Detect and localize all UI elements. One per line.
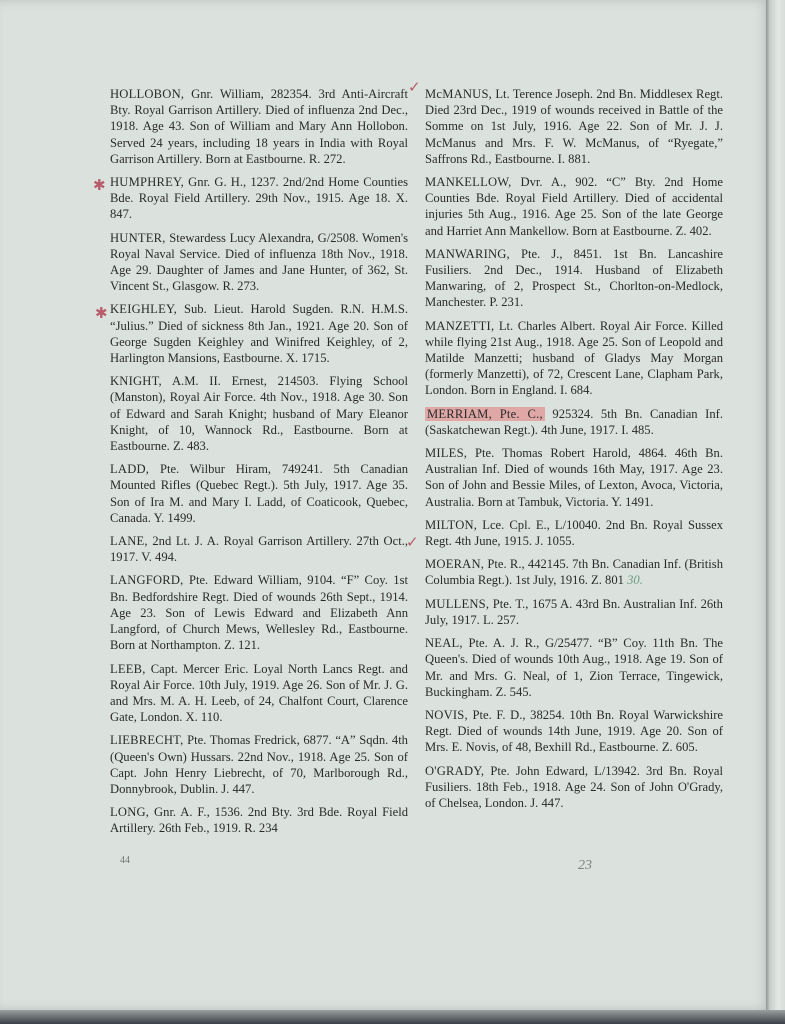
entry-miles: MILES, Pte. Thomas Robert Harold, 4864. 46th Bn. Australian Inf. Died of wounds 16th May, 1917. Age 23. Son of John and Bessie Miles, of Lexton, Avoca, Victoria, Australia. Born at Tambuk, Victoria. Y. 1491.	[425, 446, 723, 509]
page-bottom-edge	[0, 1010, 785, 1024]
right-column	[425, 86, 723, 818]
entry-milton: MILTON, Lce. Cpl. E., L/10040. 2nd Bn. Royal Sussex Regt. 4th June, 1915. J. 1055.	[425, 517, 723, 549]
entry-hollobon: HOLLOBON, Gnr. William, 282354. 3rd Anti-Aircraft Bty. Royal Garrison Artillery. Died of influenza 2nd Dec., 1918. Age 43. Son of William and Mary Ann Hollobon. Served 24 years, including 18 years in India with Royal Garrison Artillery. Born at Eastbourne. R. 272.	[110, 87, 408, 166]
entry-manzetti: MANZETTI, Lt. Charles Albert. Royal Air Force. Killed while flying 21st Aug., 1918. Age 25. Son of Leopold and Matilde Manzetti; husband of Gladys May Morgan (formerly Manzetti), of 72, Crescent Lane, Clapham Park, London. Born in England. I. 684.	[425, 318, 723, 398]
entry-langford: LANGFORD, Pte. Edward William, 9104. “F” Coy. 1st Bn. Bedfordshire Regt. Died of wounds 26th Sept., 1914. Age 23. Son of Lewis Edward and Elizabeth Ann Langford, of Church Mews, Wellesley Rd., Eastbourne. Born at Northampton. Z. 121.	[110, 573, 408, 653]
entry-mcmanus: McMANUS, Lt. Terence Joseph. 2nd Bn. Middlesex Regt. Died 23rd Dec., 1919 of wounds received in Battle of the Somme on 1st July, 1916. Age 22. Son of Mr. J. J. McManus and Mrs. F. W. McManus, of “Ryegate,” Saffrons Rd., Eastbourne. I. 881.	[425, 87, 723, 166]
entry-humphrey: HUMPHREY, Gnr. G. H., 1237. 2nd/2nd Home Counties Bde. Royal Field Artillery. 29th Nov., 1915. Age 18. X. 847.	[110, 175, 408, 222]
entry-ladd: LADD, Pte. Wilbur Hiram, 749241. 5th Canadian Mounted Rifles (Quebec Regt.). 5th July, 1917. Age 35. Son of Ira M. and Mary I. Ladd, of Coaticook, Quebec, Canada. Y. 1499.	[110, 462, 408, 525]
entry-lane: LANE, 2nd Lt. J. A. Royal Garrison Artillery. 27th Oct., 1917. V. 494.	[110, 534, 408, 565]
check-mark-icon: ✓	[406, 533, 419, 551]
highlighted-name: MERRIAM, Pte. C.,	[427, 406, 543, 421]
book-spine	[766, 0, 785, 1024]
entry-hunter: HUNTER, Stewardess Lucy Alexandra, G/2508. Women's Royal Naval Service. Died of influenza 18th Nov., 1918. Age 29. Daughter of James and Jane Hunter, of 362, St. Vincent St., Glasgow. R. 273.	[110, 230, 408, 294]
check-mark-icon: ✓	[408, 78, 421, 96]
entry-liebrecht: LIEBRECHT, Pte. Thomas Fredrick, 6877. “A” Sqdn. 4th (Queen's Own) Hussars. 22nd Nov., 1918. Age 25. Son of Capt. John Henry Liebrecht, of 70, Marlborough Rd., Donnybrook, Dublin. J. 447.	[110, 733, 408, 796]
entry-neal: NEAL, Pte. A. J. R., G/25477. “B” Coy. 11th Bn. The Queen's. Died of wounds 10th Aug., 1918. Age 19. Son of Mr. and Mrs. G. Neal, of 1, Zion Terrace, Tingewick, Buckingham. Z. 545.	[425, 636, 723, 699]
entry-long: LONG, Gnr. A. F., 1536. 2nd Bty. 3rd Bde. Royal Field Artillery. 26th Feb., 1919. R. 234	[110, 805, 408, 836]
entry-moeran: MOERAN, Pte. R., 442145. 7th Bn. Canadian Inf. (British Columbia Regt.). 1st July, 1916. Z. 801 30.	[425, 557, 723, 588]
entry-novis: NOVIS, Pte. F. D., 38254. 10th Bn. Royal Warwickshire Regt. Died of wounds 14th June, 1919. Age 20. Son of Mrs. E. Novis, of 48, Bexhill Rd., Eastbourne. Z. 605.	[425, 707, 723, 755]
entry-merriam: MERRIAM, Pte. C., 925324. 5th Bn. Canadian Inf. (Saskatchewan Regt.). 4th June, 1917. I. 485.	[425, 406, 723, 437]
entry-ogrady: O'GRADY, Pte. John Edward, L/13942. 3rd Bn. Royal Fusiliers. 18th Feb., 1918. Age 24. Son of John O'Grady, of Chelsea, London. J. 447.	[425, 763, 723, 810]
entry-leeb: LEEB, Capt. Mercer Eric. Loyal North Lancs Regt. and Royal Air Force. 10th July, 1919. Age 26. Son of Mr. J. G. and Mrs. M. A. H. Leeb, of 24, Chalfont Court, Clarence Gate, London. X. 110.	[110, 661, 408, 725]
entry-knight: KNIGHT, A.M. II. Ernest, 214503. Flying School (Manston), Royal Air Force. 4th Nov., 1918. Age 30. Son of Edward and Sarah Knight; husband of Mary Eleanor Knight, of 10, Wannock Rd., Eastbourne. Born at Eastbourne. Z. 483.	[110, 374, 408, 454]
entry-keighley: KEIGHLEY, Sub. Lieut. Harold Sugden. R.N. H.M.S. “Julius.” Died of sickness 8th Jan., 1921. Age 20. Son of George Sugden Keighley and Winifred Keighley, of 2, Harlington Mansions, Eastbourne. X. 1715.	[110, 302, 408, 366]
entry-mankellow: MANKELLOW, Dvr. A., 902. “C” Bty. 2nd Home Counties Bde. Royal Field Artillery. Died of accidental injuries 5th Aug., 1916. Age 25. Son of the late George and Harriet Ann Mankellow. Born at Eastbourne. Z. 402.	[425, 175, 723, 238]
asterisk-mark-icon: ✱	[95, 304, 108, 322]
asterisk-mark-icon: ✱	[93, 176, 106, 194]
pencil-note: 23	[578, 858, 592, 873]
left-column	[110, 86, 408, 844]
handwritten-note: 30.	[627, 573, 643, 588]
page-number: 44	[120, 855, 130, 866]
entry-mullens: MULLENS, Pte. T., 1675 A. 43rd Bn. Australian Inf. 26th July, 1917. L. 257.	[425, 596, 723, 627]
entry-manwaring: MANWARING, Pte. J., 8451. 1st Bn. Lancashire Fusiliers. 2nd Dec., 1914. Husband of Elizabeth Manwaring, of 2, Prospect St., Chorlton-on-Medlock, Manchester. P. 231.	[425, 246, 723, 310]
